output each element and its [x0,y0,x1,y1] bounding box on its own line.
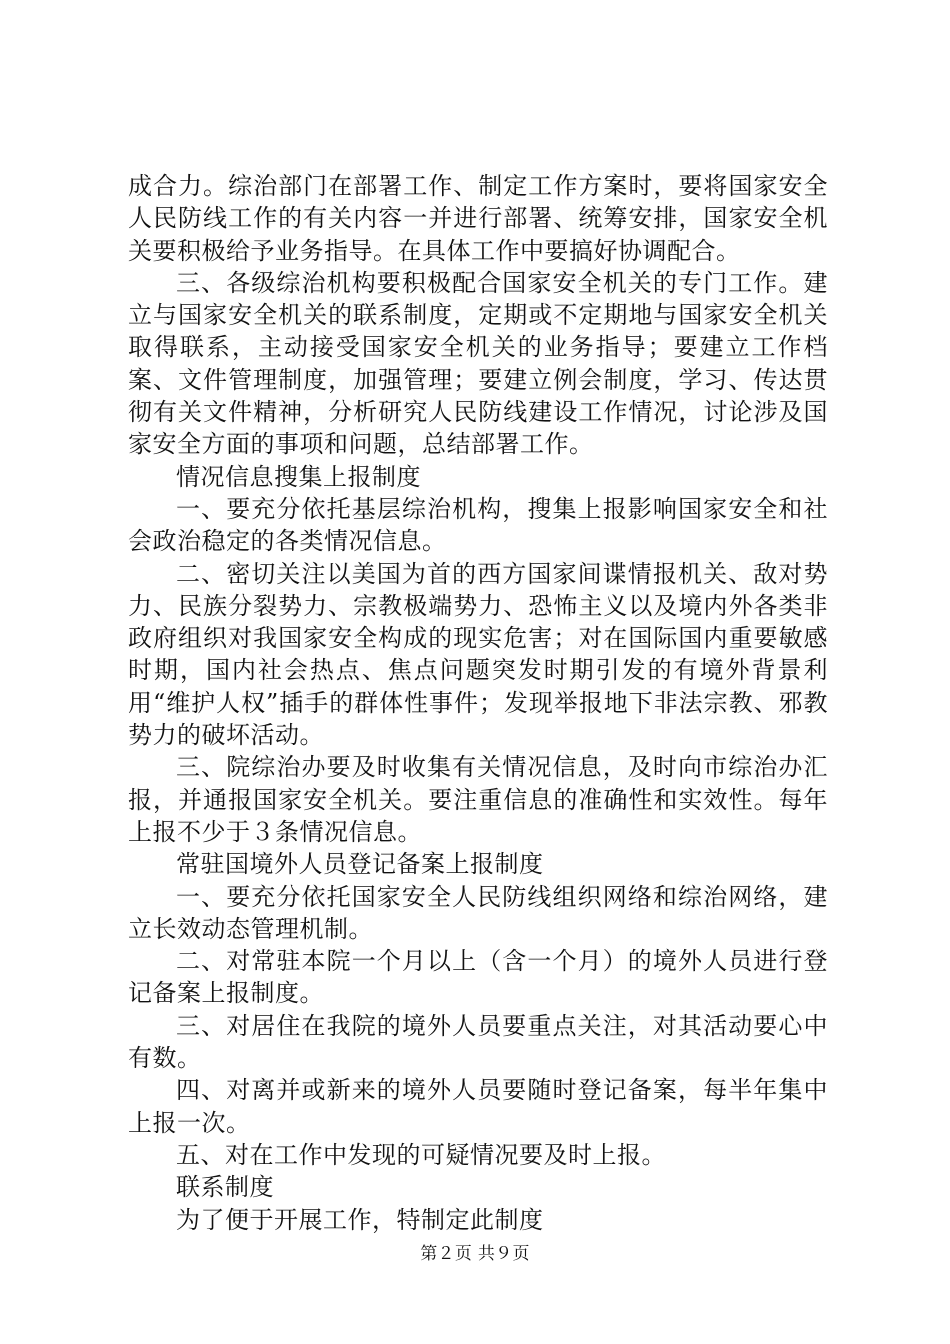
paragraph-4: 一、要充分依托基层综治机构，搜集上报影响国家安全和社会政治稳定的各类情况信息。 [128,494,828,556]
section-heading-foreign-registration: 常驻国境外人员登记备案上报制度 [176,850,544,879]
section-heading-info-report: 情况信息搜集上报制度 [176,462,421,491]
page-footer: 第２页 共９页 [420,1244,530,1264]
paragraph-2: 三、各级综治机构要积极配合国家安全机关的专门工作。建立与国家安全机关的联系制度，定期或不定期地与国家安全机关取得联系，主动接受国家安全机关的业务指导；要建立工作档案、文件管理制度，加强管理；要建立例会制度，学习、传达贯彻有关文件精神，分析研究人民防线建设工作情况，讨论涉及国家安全方面的事项和问题，总结部署工作。 [128,268,828,459]
paragraph-14: 为了便于开展工作，特制定此制度 [176,1205,544,1234]
paragraph-8: 一、要充分依托国家安全人民防线组织网络和综治网络，建立长效动态管理机制。 [128,882,828,943]
paragraph-10: 三、对居住在我院的境外人员要重点关注，对其活动要心中有数。 [128,1011,828,1073]
paragraph-6: 三、院综治办要及时收集有关情况信息，及时向市综治办汇报，并通报国家安全机关。要注重信息的准确性和实效性。每年上报不少于３条情况信息。 [128,753,828,846]
section-heading-contact: 联系制度 [176,1173,274,1202]
paragraph-12: 五、对在工作中发现的可疑情况要及时上报。 [176,1140,666,1169]
paragraph-9: 二、对常驻本院一个月以上（含一个月）的境外人员进行登记备案上报制度。 [128,947,828,1008]
paragraph-1: 成合力。综治部门在部署工作、制定工作方案时，要将国家安全人民防线工作的有关内容一并进行部署、统筹安排，国家安全机关要积极给予业务指导。在具体工作中要搞好协调配合。 [128,172,828,265]
document-body [128,170,828,1236]
paragraph-11: 四、对离并或新来的境外人员要随时登记备案，每半年集中上报一次。 [128,1076,828,1137]
paragraph-5: 二、密切关注以美国为首的西方国家间谍情报机关、敌对势力、民族分裂势力、宗教极端势力、恐怖主义以及境内外各类非政府组织对我国家安全构成的现实危害；对在国际国内重要敏感时期，国内社会热点、焦点问题突发时期引发的有境外背景利用“维护人权”插手的群体性事件；发现举报地下非法宗教、邪教势力的破坏活动。 [128,559,828,750]
